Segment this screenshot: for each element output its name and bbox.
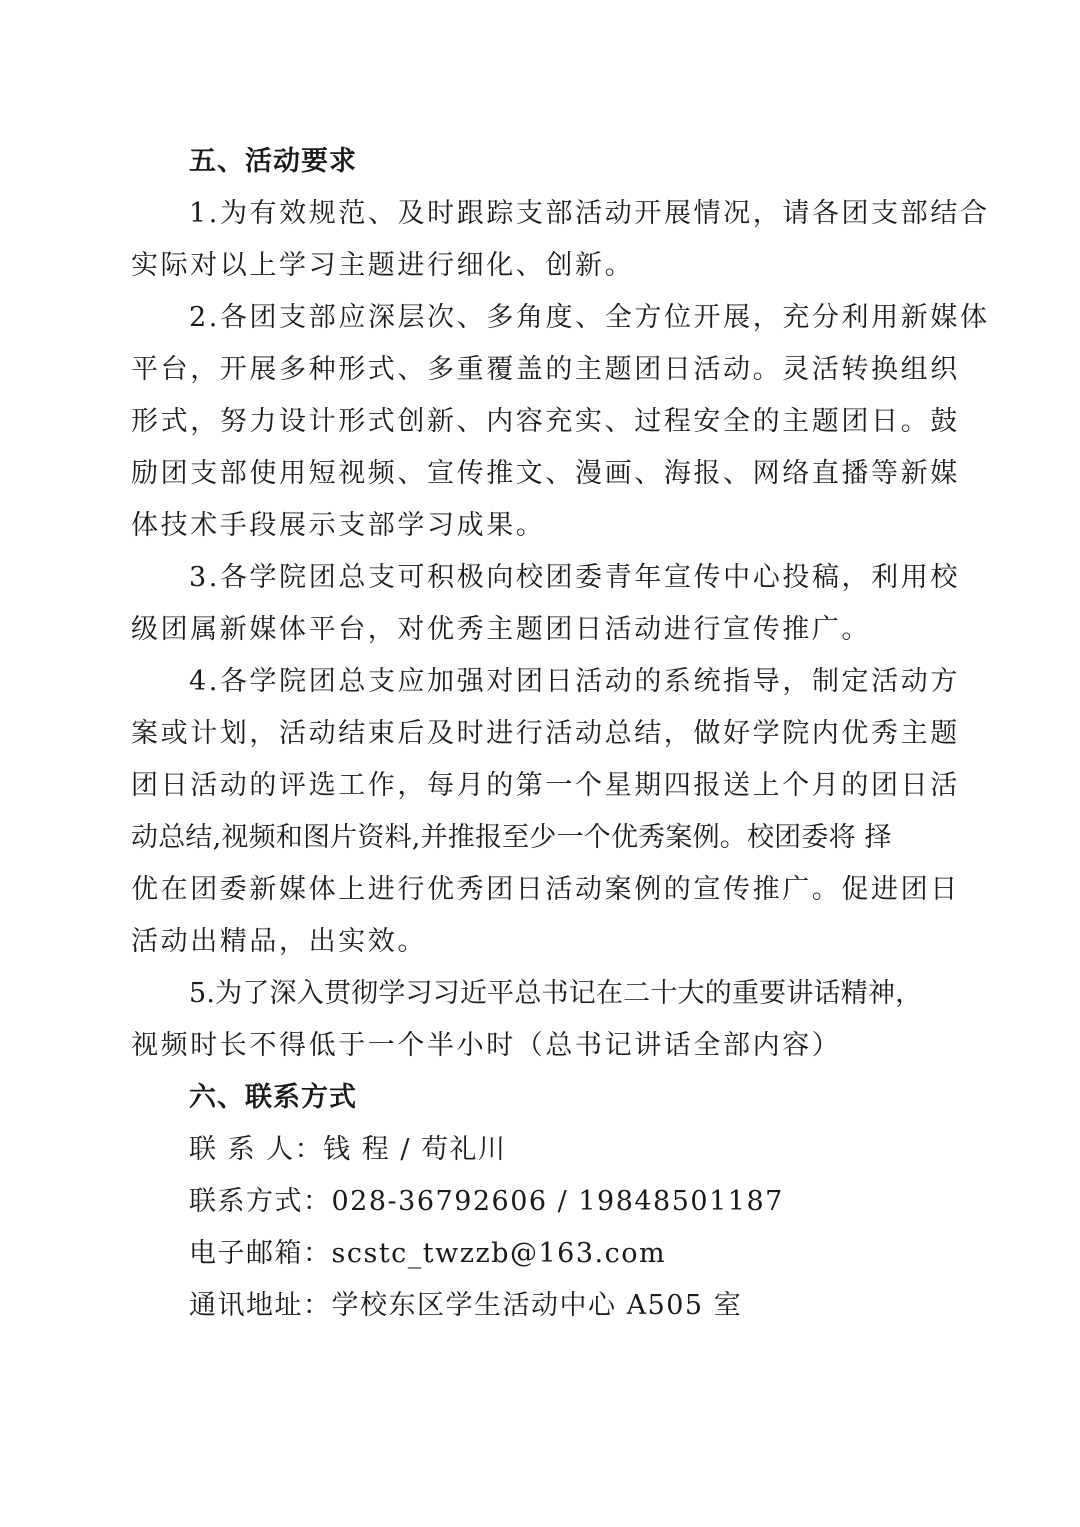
- paragraph-line: 励团支部使用短视频、宣传推文、漫画、海报、网络直播等新媒: [131, 458, 960, 489]
- document-body: [131, 136, 990, 1332]
- paragraph-line: 3.各学院团总支可积极向校团委青年宣传中心投稿，利用校: [189, 562, 960, 593]
- section-heading-activity-requirements: 五、活动要求: [189, 146, 357, 177]
- paragraph-line: 2.各团支部应深层次、多角度、全方位开展，充分利用新媒体: [189, 302, 990, 333]
- paragraph-line: 形式，努力设计形式创新、内容充实、过程安全的主题团日。鼓: [131, 406, 960, 437]
- paragraph-line: 级团属新媒体平台，对优秀主题团日活动进行宣传推广。: [131, 614, 871, 645]
- requirement-item-3: [131, 552, 960, 656]
- paragraph-line: 体技术手段展示支部学习成果。: [131, 510, 546, 541]
- paragraph-line: 5.为了深入贯彻学习习近平总书记在二十大的重要讲话精神，: [189, 978, 923, 1009]
- paragraph-line: 视频时长不得低于一个半小时（总书记讲话全部内容）: [131, 1030, 842, 1061]
- contact-email: 电子邮箱：scstc_twzzb@163.com: [189, 1238, 667, 1269]
- paragraph-line: 实际对以上学习主题进行细化、创新。: [131, 250, 635, 281]
- paragraph-line: 优在团委新媒体上进行优秀团日活动案例的宣传推广。促进团日: [131, 874, 960, 905]
- contact-phone: 联系方式：028-36792606 / 19848501187: [189, 1186, 784, 1217]
- paragraph-line: 案或计划，活动结束后及时进行活动总结，做好学院内优秀主题: [131, 718, 960, 749]
- section-heading-contact: 六、联系方式: [189, 1082, 357, 1113]
- requirement-item-2: [131, 292, 990, 552]
- contact-block: [131, 1124, 951, 1332]
- requirement-item-5: [131, 968, 951, 1072]
- contact-person: 联 系 人：钱 程 / 苟礼川: [189, 1134, 507, 1165]
- paragraph-line: 4.各学院团总支应加强对团日活动的系统指导，制定活动方: [189, 666, 960, 697]
- paragraph-line: 平台，开展多种形式、多重覆盖的主题团日活动。灵活转换组织: [131, 354, 960, 385]
- paragraph-line: 团日活动的评选工作，每月的第一个星期四报送上个月的团日活: [131, 770, 960, 801]
- paragraph-line: 活动出精品，出实效。: [131, 926, 427, 957]
- paragraph-line: 动总结,视频和图片资料,并推报至少一个优秀案例。校团委将 择: [131, 822, 892, 853]
- paragraph-line: 1.为有效规范、及时跟踪支部活动开展情况，请各团支部结合: [189, 198, 990, 229]
- requirement-item-4: [131, 656, 960, 968]
- requirement-item-1: [131, 188, 990, 292]
- contact-address: 通讯地址：学校东区学生活动中心 A505 室: [189, 1290, 743, 1321]
